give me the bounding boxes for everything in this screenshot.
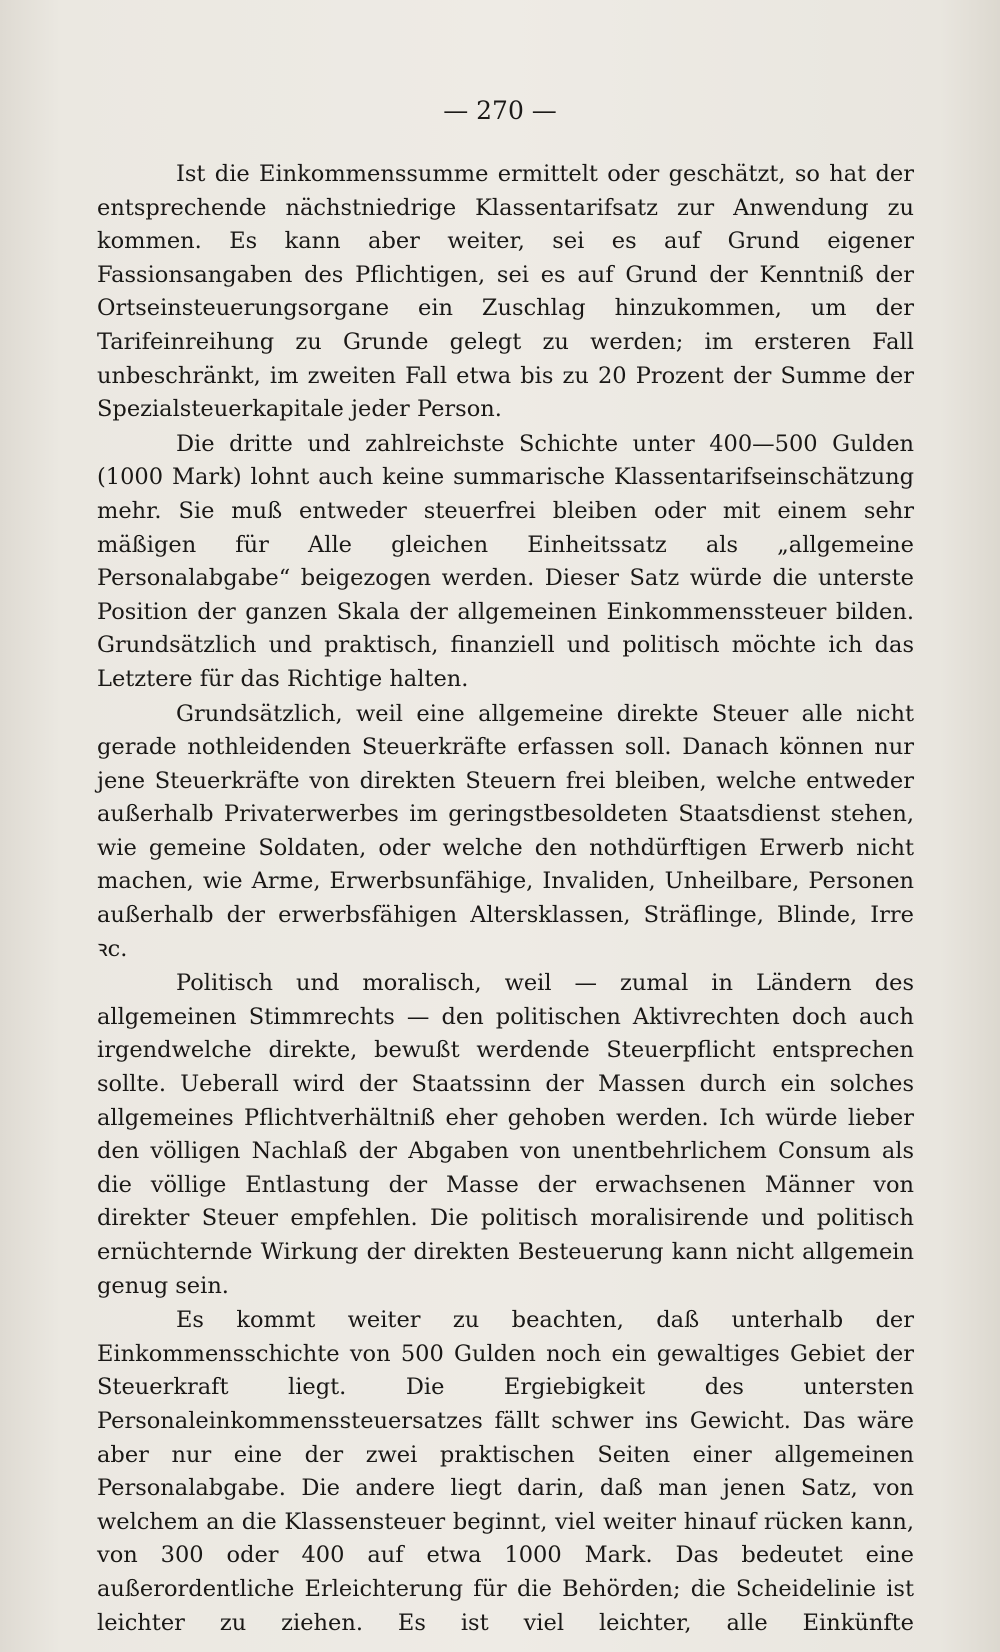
- paragraph-1: Ist die Einkommenssumme ermittelt oder geschätzt, so hat der entsprechende nächstniedrige Klassentarifsatz zur Anwendung zu kommen. Es kann aber weiter, sei es auf Grund eigener Fassionsangaben des Pflichtigen, sei es auf Grund der Kenntniß der Ortseinsteuerungsorgane ein Zuschlag hinzukommen, um der Tarifeinreihung zu Grunde gelegt zu werden; im ersteren Fall unbeschränkt, im zweiten Fall etwa bis zu 20 Prozent der Summe der Spezialsteuerkapitale jeder Person.: [97, 161, 914, 423]
- paragraph-5: Es kommt weiter zu beachten, daß unterhalb der Einkommensschichte von 500 Gulden noch ein gewaltiges Gebiet der Steuerkraft liegt. Die Ergiebigkeit des untersten Personaleinkommenssteuersatzes fällt schwer ins Gewicht. Das wäre aber nur eine der zwei praktischen Seiten einer allgemeinen Personalabgabe. Die andere liegt darin, daß man jenen Satz, von welchem an die Klassensteuer beginnt, viel weiter hinauf rücken kann, von 300 oder 400 auf etwa 1000 Mark. Das bedeutet eine außerordentliche Erleichterung für die Behörden; die Scheidelinie ist leichter zu ziehen. Es ist viel leichter, alle Einkünfte: [97, 1307, 914, 1636]
- paragraph-2: Die dritte und zahlreichste Schichte unter 400—500 Gulden (1000 Mark) lohnt auch keine summarische Klassentarifseinschätzung mehr. Sie muß entweder steuerfrei bleiben oder mit einem sehr mäßigen für Alle gleichen Einheitssatz als „allgemeine Personalabgabe“ beigezogen werden. Dieser Satz würde die unterste Position der ganzen Skala der allgemeinen Einkommenssteuer bilden. Grundsätzlich und praktisch, finanziell und politisch möchte ich das Letztere für das Richtige halten.: [97, 430, 914, 692]
- paragraph-3: Grundsätzlich, weil eine allgemeine direkte Steuer alle nicht gerade nothleidenden Steuerkräfte erfassen soll. Danach können nur jene Steuerkräfte von direkten Steuern frei bleiben, welche entweder außerhalb Privaterwerbes im geringstbesoldeten Staatsdienst stehen, wie gemeine Soldaten, oder welche den nothdürftigen Erwerb nicht machen, wie Arme, Erwerbsunfähige, Invaliden, Unheilbare, Personen außerhalb der erwerbsfähigen Altersklassen, Sträflinge, Blinde, Irre ꝛc.: [97, 700, 914, 962]
- page-number: — 270 —: [443, 96, 557, 125]
- paragraph-4: Politisch und moralisch, weil — zumal in Ländern des allgemeinen Stimmrechts — den politischen Aktivrechten doch auch irgendwelche direkte, bewußt werdende Steuerpflicht entsprechen sollte. Ueberall wird der Staatssinn der Massen durch ein solches allgemeines Pflichtverhältniß eher gehoben werden. Ich würde lieber den völligen Nachlaß der Abgaben von unentbehrlichem Consum als die völlige Entlastung der Masse der erwachsenen Männer von direkter Steuer empfehlen. Die politisch moralisirende und politisch ernüchternde Wirkung der direkten Besteuerung kann nicht allgemein genug sein.: [97, 970, 914, 1299]
- body-text: [97, 158, 914, 1641]
